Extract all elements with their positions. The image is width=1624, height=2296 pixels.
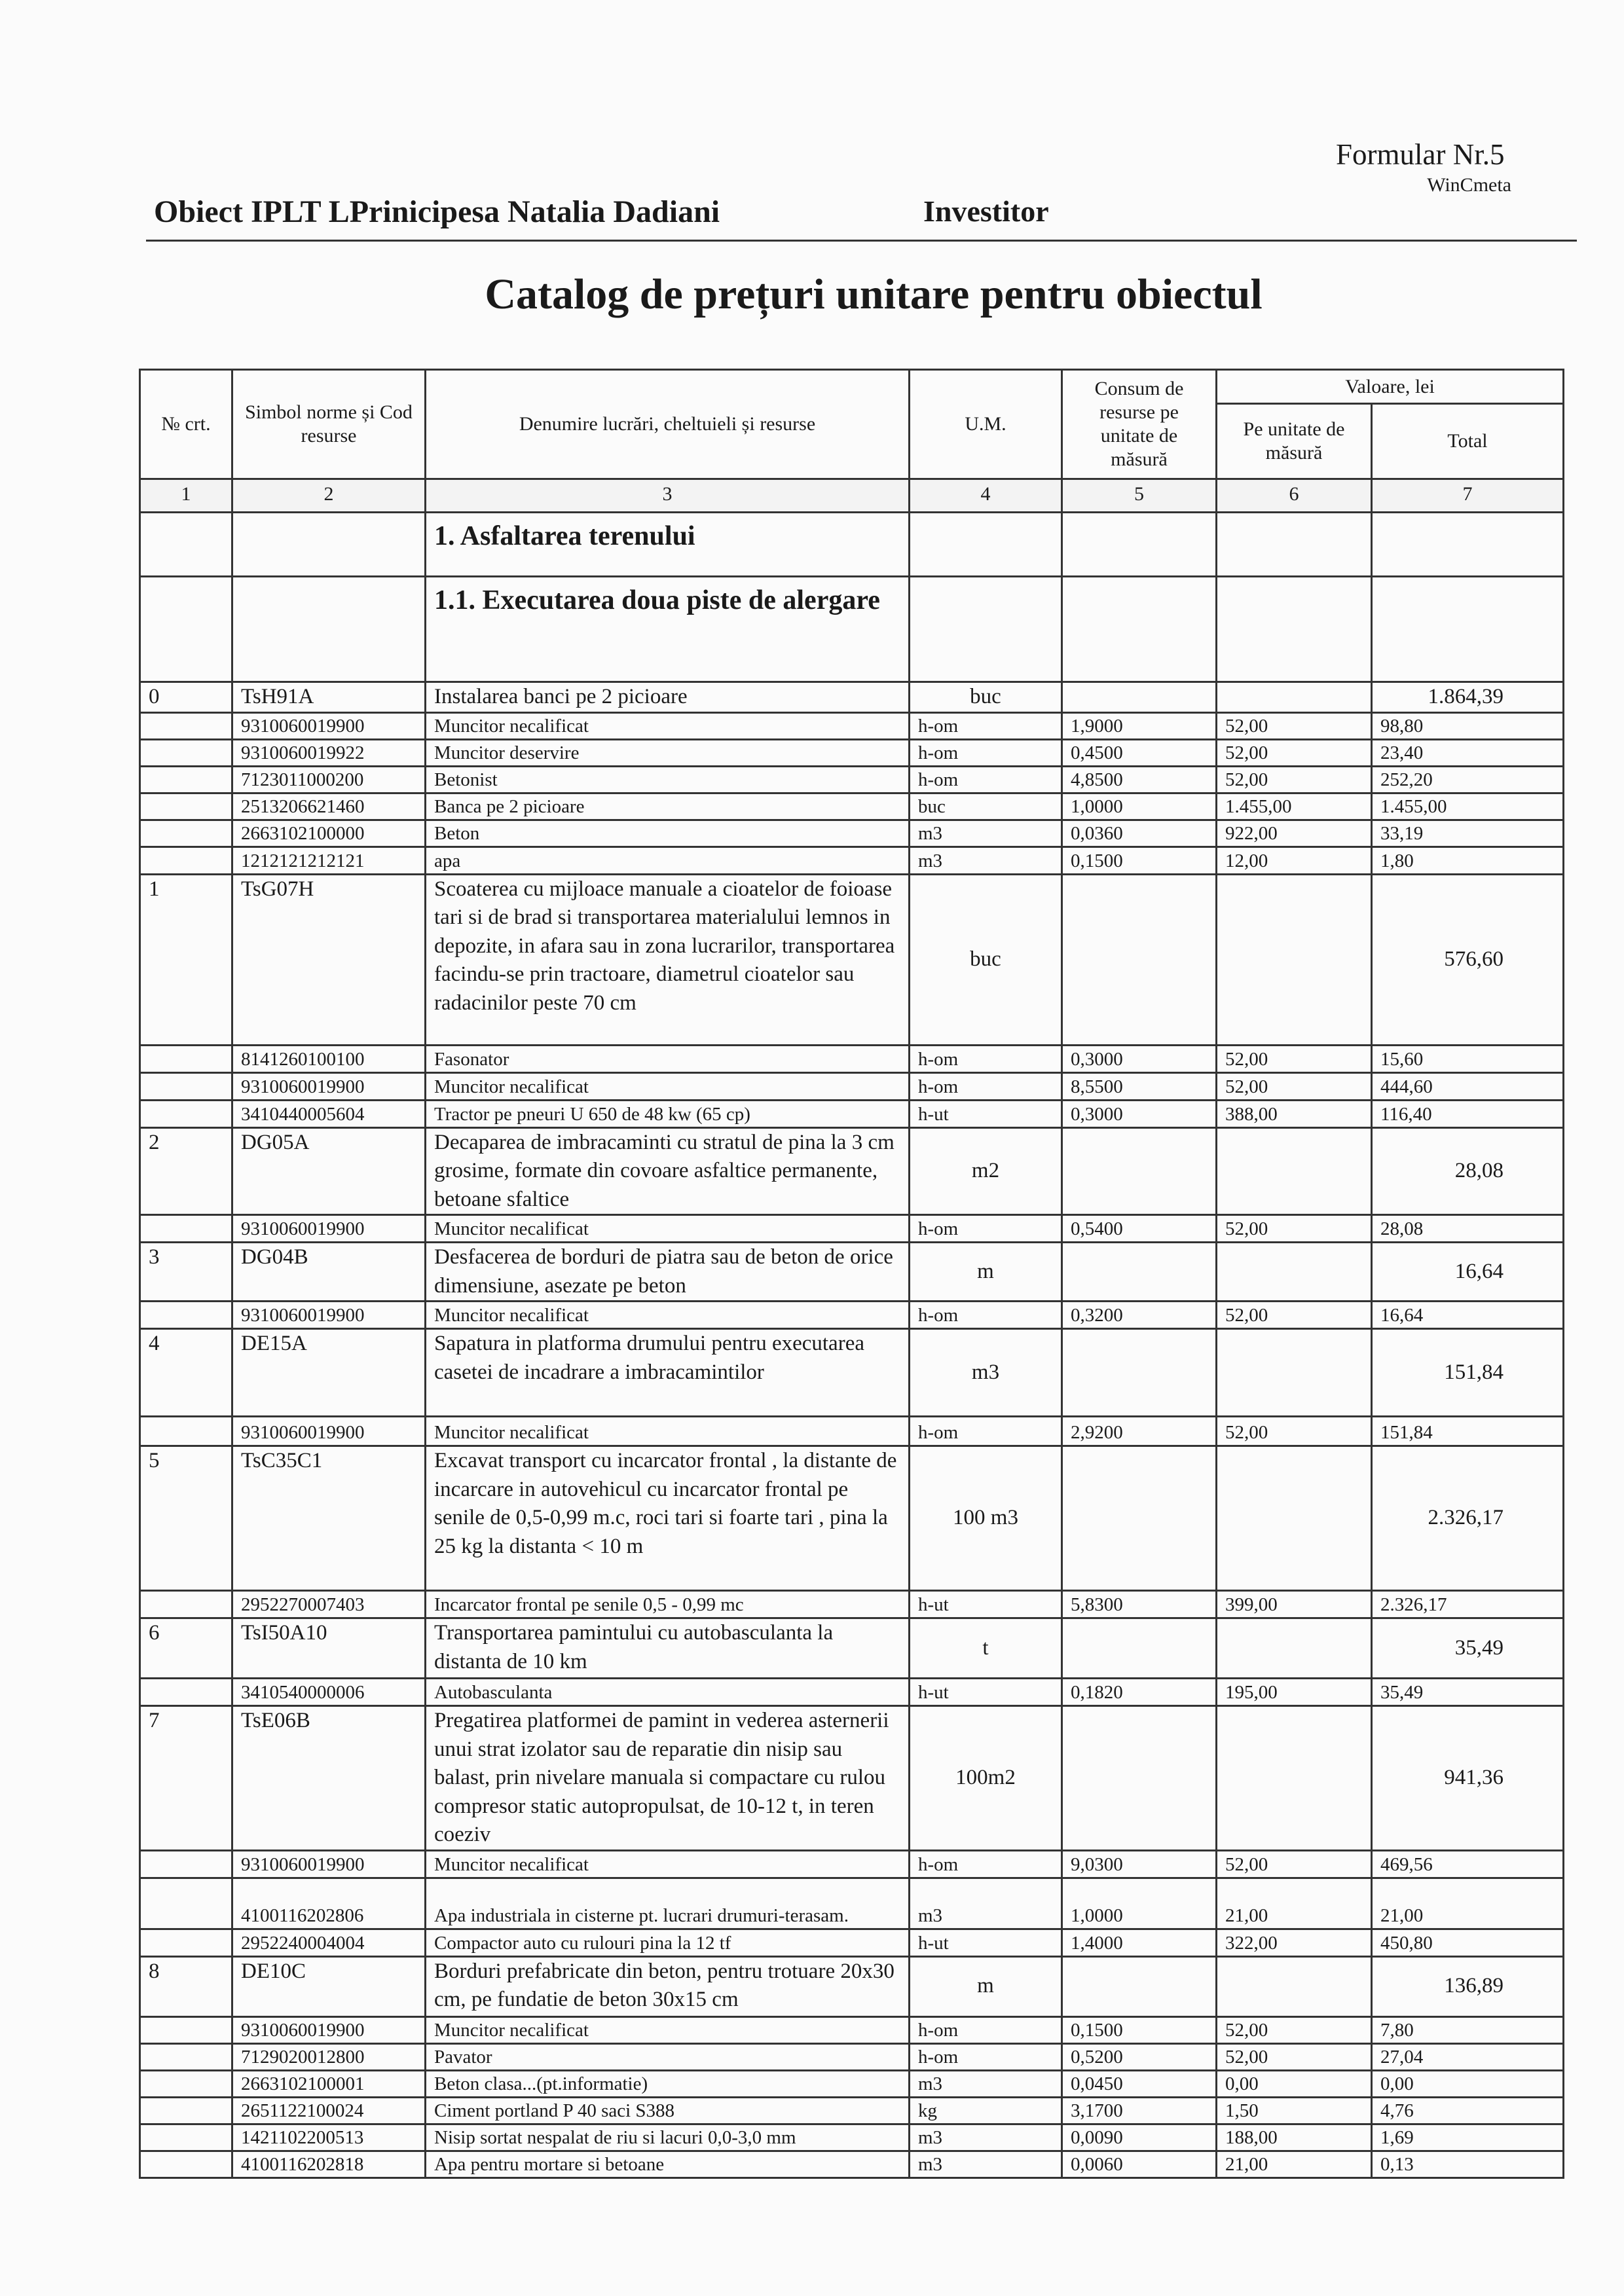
consumption-cell <box>1062 1329 1217 1417</box>
page-title: Catalog de prețuri unitare pentru obiectul <box>485 270 1263 318</box>
unit-cell: m <box>910 1956 1062 2016</box>
resource-row <box>140 820 1564 847</box>
code-cell: 7129020012800 <box>232 2043 426 2070</box>
unit-price-cell: 52,00 <box>1217 712 1372 739</box>
description-cell: Betonist <box>426 766 910 793</box>
row-number: 1 <box>140 874 232 1045</box>
work-item-row <box>140 1446 1564 1591</box>
consumption-cell <box>1062 874 1217 1045</box>
unit-price-cell: 52,00 <box>1217 766 1372 793</box>
resource-row <box>140 2124 1564 2151</box>
col-header-total: Total <box>1372 404 1564 479</box>
unit-cell: kg <box>910 2097 1062 2124</box>
unit-cell <box>910 513 1062 577</box>
unit-cell: h-om <box>910 766 1062 793</box>
code-cell <box>232 577 426 682</box>
total-cell: 450,80 <box>1372 1929 1564 1956</box>
resource-row <box>140 1215 1564 1243</box>
consumption-cell: 1,0000 <box>1062 793 1217 820</box>
total-cell: 576,60 <box>1372 874 1564 1045</box>
consumption-cell: 0,3000 <box>1062 1045 1217 1072</box>
unit-price-cell <box>1217 874 1372 1045</box>
description-cell: Excavat transport cu incarcator frontal , la distante de incarcare in autovehicul cu incarcator frontal pe senile de 0,5-0,99 m.c, roci tari si foarte tari , pina la 25 kg la distanta < 10 m <box>426 1446 910 1591</box>
row-number: 2 <box>140 1127 232 1215</box>
code-cell: 9310060019900 <box>232 1302 426 1329</box>
description-cell: 1.1. Executarea doua piste de alergare <box>426 577 910 682</box>
header-divider <box>146 240 1577 242</box>
row-number <box>140 1591 232 1618</box>
total-cell: 16,64 <box>1372 1243 1564 1302</box>
code-cell: TsI50A10 <box>232 1618 426 1679</box>
unit-cell: buc <box>910 874 1062 1045</box>
investor-label: Investitor <box>923 194 1049 228</box>
code-cell: DG04B <box>232 1243 426 1302</box>
total-cell: 1,80 <box>1372 847 1564 874</box>
unit-cell: m3 <box>910 1329 1062 1417</box>
consumption-cell <box>1062 513 1217 577</box>
code-cell: 9310060019900 <box>232 1850 426 1878</box>
resource-row <box>140 1679 1564 1706</box>
unit-price-cell: 12,00 <box>1217 847 1372 874</box>
code-cell: DG05A <box>232 1127 426 1215</box>
row-number <box>140 513 232 577</box>
total-cell: 252,20 <box>1372 766 1564 793</box>
description-cell: Apa industriala in cisterne pt. lucrari drumuri-terasam. <box>426 1878 910 1929</box>
unit-cell: h-ut <box>910 1591 1062 1618</box>
unit-cell: buc <box>910 682 1062 713</box>
resource-row <box>140 1878 1564 1929</box>
total-cell <box>1372 513 1564 577</box>
consumption-cell: 1,9000 <box>1062 712 1217 739</box>
code-cell: 9310060019900 <box>232 1417 426 1446</box>
unit-price-cell: 1.455,00 <box>1217 793 1372 820</box>
unit-price-cell: 52,00 <box>1217 739 1372 766</box>
resource-row <box>140 2016 1564 2043</box>
row-number <box>140 2043 232 2070</box>
code-cell: 9310060019922 <box>232 739 426 766</box>
description-cell: Muncitor necalificat <box>426 1072 910 1100</box>
description-cell: Desfacerea de borduri de piatra sau de beton de orice dimensiune, asezate pe beton <box>426 1243 910 1302</box>
resource-row <box>140 2151 1564 2178</box>
total-cell: 35,49 <box>1372 1679 1564 1706</box>
code-cell: 1212121212121 <box>232 847 426 874</box>
total-cell: 444,60 <box>1372 1072 1564 1100</box>
total-cell: 0,00 <box>1372 2070 1564 2097</box>
code-cell: 2663102100001 <box>232 2070 426 2097</box>
total-cell: 28,08 <box>1372 1215 1564 1243</box>
total-cell: 941,36 <box>1372 1706 1564 1851</box>
consumption-cell: 5,8300 <box>1062 1591 1217 1618</box>
unit-cell: h-om <box>910 1850 1062 1878</box>
unit-price-cell: 388,00 <box>1217 1100 1372 1127</box>
object-name: Obiect IPLT LPrinicipesa Natalia Dadiani <box>154 194 720 229</box>
unit-price-cell: 1,50 <box>1217 2097 1372 2124</box>
total-cell: 7,80 <box>1372 2016 1564 2043</box>
column-number: 6 <box>1217 479 1372 513</box>
code-cell <box>232 513 426 577</box>
unit-price-cell <box>1217 1127 1372 1215</box>
column-number: 4 <box>910 479 1062 513</box>
unit-price-cell: 21,00 <box>1217 1878 1372 1929</box>
description-cell: Autobasculanta <box>426 1679 910 1706</box>
code-cell: 8141260100100 <box>232 1045 426 1072</box>
unit-cell: h-om <box>910 2016 1062 2043</box>
row-number: 4 <box>140 1329 232 1417</box>
unit-cell: h-om <box>910 1417 1062 1446</box>
code-cell: 7123011000200 <box>232 766 426 793</box>
consumption-cell: 1,0000 <box>1062 1878 1217 1929</box>
total-cell: 151,84 <box>1372 1329 1564 1417</box>
section-row <box>140 577 1564 682</box>
code-cell: 2651122100024 <box>232 2097 426 2124</box>
total-cell: 151,84 <box>1372 1417 1564 1446</box>
row-number <box>140 577 232 682</box>
row-number <box>140 2124 232 2151</box>
work-item-row <box>140 1956 1564 2016</box>
row-number <box>140 739 232 766</box>
unit-cell: h-om <box>910 2043 1062 2070</box>
row-number: 0 <box>140 682 232 713</box>
consumption-cell <box>1062 1706 1217 1851</box>
consumption-cell: 0,4500 <box>1062 739 1217 766</box>
unit-price-cell <box>1217 1618 1372 1679</box>
consumption-cell: 0,3200 <box>1062 1302 1217 1329</box>
unit-price-cell: 21,00 <box>1217 2151 1372 2178</box>
unit-cell: m3 <box>910 2124 1062 2151</box>
code-cell: 2952270007403 <box>232 1591 426 1618</box>
total-cell: 16,64 <box>1372 1302 1564 1329</box>
consumption-cell: 0,1500 <box>1062 2016 1217 2043</box>
consumption-cell: 8,5500 <box>1062 1072 1217 1100</box>
unit-cell: m <box>910 1243 1062 1302</box>
row-number <box>140 847 232 874</box>
code-cell: TsH91A <box>232 682 426 713</box>
consumption-cell <box>1062 577 1217 682</box>
code-cell: 3410540000006 <box>232 1679 426 1706</box>
row-number <box>140 1679 232 1706</box>
unit-price-cell <box>1217 1706 1372 1851</box>
code-cell: DE10C <box>232 1956 426 2016</box>
row-number <box>140 1417 232 1446</box>
resource-row <box>140 1100 1564 1127</box>
resource-row <box>140 712 1564 739</box>
row-number <box>140 2070 232 2097</box>
code-cell: TsG07H <box>232 874 426 1045</box>
section-row <box>140 513 1564 577</box>
description-cell: 1. Asfaltarea terenului <box>426 513 910 577</box>
row-number <box>140 1072 232 1100</box>
unit-cell: h-ut <box>910 1929 1062 1956</box>
description-cell: Instalarea banci pe 2 picioare <box>426 682 910 713</box>
unit-price-cell: 188,00 <box>1217 2124 1372 2151</box>
col-header-denumire: Denumire lucrări, cheltuieli și resurse <box>426 370 910 479</box>
unit-cell: t <box>910 1618 1062 1679</box>
code-cell: 2952240004004 <box>232 1929 426 1956</box>
code-cell: 2663102100000 <box>232 820 426 847</box>
row-number: 6 <box>140 1618 232 1679</box>
unit-price-cell: 52,00 <box>1217 1850 1372 1878</box>
description-cell: Beton clasa...(pt.informatie) <box>426 2070 910 2097</box>
col-header-consum: Consum de resurse pe unitate de măsură <box>1062 370 1217 479</box>
description-cell: Transportarea pamintului cu autobasculanta la distanta de 10 km <box>426 1618 910 1679</box>
total-cell: 2.326,17 <box>1372 1591 1564 1618</box>
work-item-row <box>140 682 1564 713</box>
description-cell: Ciment portland P 40 saci S388 <box>426 2097 910 2124</box>
unit-price-cell <box>1217 682 1372 713</box>
total-cell: 1,69 <box>1372 2124 1564 2151</box>
row-number <box>140 1929 232 1956</box>
row-number: 3 <box>140 1243 232 1302</box>
unit-cell: 100 m3 <box>910 1446 1062 1591</box>
work-item-row <box>140 874 1564 1045</box>
description-cell: Muncitor necalificat <box>426 1417 910 1446</box>
resource-row <box>140 1302 1564 1329</box>
total-cell: 21,00 <box>1372 1878 1564 1929</box>
code-cell: 9310060019900 <box>232 1072 426 1100</box>
total-cell: 15,60 <box>1372 1045 1564 1072</box>
unit-cell: h-om <box>910 712 1062 739</box>
row-number <box>140 2097 232 2124</box>
total-cell: 98,80 <box>1372 712 1564 739</box>
consumption-cell <box>1062 1127 1217 1215</box>
unit-price-cell: 52,00 <box>1217 1215 1372 1243</box>
row-number <box>140 1878 232 1929</box>
consumption-cell: 4,8500 <box>1062 766 1217 793</box>
total-cell: 4,76 <box>1372 2097 1564 2124</box>
unit-cell: h-om <box>910 1072 1062 1100</box>
code-cell: DE15A <box>232 1329 426 1417</box>
consumption-cell: 1,4000 <box>1062 1929 1217 1956</box>
description-cell: Apa pentru mortare si betoane <box>426 2151 910 2178</box>
code-cell: 2513206621460 <box>232 793 426 820</box>
column-number: 2 <box>232 479 426 513</box>
code-cell: 4100116202818 <box>232 2151 426 2178</box>
row-number <box>140 2016 232 2043</box>
description-cell: Pavator <box>426 2043 910 2070</box>
description-cell: Tractor pe pneuri U 650 de 48 kw (65 cp) <box>426 1100 910 1127</box>
work-item-row <box>140 1706 1564 1851</box>
total-cell: 1.455,00 <box>1372 793 1564 820</box>
consumption-cell: 0,5400 <box>1062 1215 1217 1243</box>
unit-cell: buc <box>910 793 1062 820</box>
description-cell: Fasonator <box>426 1045 910 1072</box>
description-cell: Incarcator frontal pe senile 0,5 - 0,99 mc <box>426 1591 910 1618</box>
col-header-pe-unitate: Pe unitate de măsură <box>1217 404 1372 479</box>
resource-row <box>140 2070 1564 2097</box>
consumption-cell: 3,1700 <box>1062 2097 1217 2124</box>
row-number <box>140 1850 232 1878</box>
unit-price-cell <box>1217 513 1372 577</box>
row-number <box>140 1215 232 1243</box>
unit-price-cell: 0,00 <box>1217 2070 1372 2097</box>
row-number: 8 <box>140 1956 232 2016</box>
resource-row <box>140 793 1564 820</box>
unit-cell: 100m2 <box>910 1706 1062 1851</box>
unit-cell: h-om <box>910 1045 1062 1072</box>
consumption-cell <box>1062 682 1217 713</box>
description-cell: Nisip sortat nespalat de riu si lacuri 0,0-3,0 mm <box>426 2124 910 2151</box>
consumption-cell: 0,0450 <box>1062 2070 1217 2097</box>
unit-price-cell <box>1217 1243 1372 1302</box>
consumption-cell: 0,3000 <box>1062 1100 1217 1127</box>
code-cell: 3410440005604 <box>232 1100 426 1127</box>
row-number <box>140 1045 232 1072</box>
unit-cell: h-ut <box>910 1100 1062 1127</box>
unit-price-cell: 52,00 <box>1217 1417 1372 1446</box>
work-item-row <box>140 1618 1564 1679</box>
column-number: 7 <box>1372 479 1564 513</box>
total-cell <box>1372 577 1564 682</box>
column-number: 1 <box>140 479 232 513</box>
software-name: WinCmeta <box>1427 174 1511 196</box>
total-cell: 27,04 <box>1372 2043 1564 2070</box>
row-number <box>140 1302 232 1329</box>
description-cell: Decaparea de imbracaminti cu stratul de pina la 3 cm grosime, formate din covoare asfaltice permanente, betoane sfaltice <box>426 1127 910 1215</box>
unit-cell: m3 <box>910 820 1062 847</box>
col-header-valoare: Valoare, lei <box>1217 370 1564 404</box>
description-cell: Compactor auto cu rulouri pina la 12 tf <box>426 1929 910 1956</box>
description-cell: Scoaterea cu mijloace manuale a cioatelor de foioase tari si de brad si transportarea materialului lemnos in depozite, in afara sau in zona lucrarilor, transportarea facindu-se prin tractoare, diametrul cioatelor sau radacinilor peste 70 cm <box>426 874 910 1045</box>
description-cell: Muncitor necalificat <box>426 1215 910 1243</box>
work-item-row <box>140 1243 1564 1302</box>
consumption-cell: 2,9200 <box>1062 1417 1217 1446</box>
consumption-cell: 0,0060 <box>1062 2151 1217 2178</box>
resource-row <box>140 1072 1564 1100</box>
unit-cell: m3 <box>910 2151 1062 2178</box>
description-cell: Sapatura in platforma drumului pentru executarea casetei de incadrare a imbracamintilor <box>426 1329 910 1417</box>
total-cell: 28,08 <box>1372 1127 1564 1215</box>
unit-price-cell <box>1217 577 1372 682</box>
unit-price-cell: 52,00 <box>1217 1045 1372 1072</box>
consumption-cell <box>1062 1243 1217 1302</box>
description-cell: Borduri prefabricate din beton, pentru trotuare 20x30 cm, pe fundatie de beton 30x15 cm <box>426 1956 910 2016</box>
description-cell: Beton <box>426 820 910 847</box>
consumption-cell: 0,1820 <box>1062 1679 1217 1706</box>
consumption-cell <box>1062 1956 1217 2016</box>
description-cell: Muncitor necalificat <box>426 712 910 739</box>
row-number <box>140 820 232 847</box>
unit-cell: h-om <box>910 739 1062 766</box>
unit-cell: m2 <box>910 1127 1062 1215</box>
work-item-row <box>140 1329 1564 1417</box>
resource-row <box>140 1045 1564 1072</box>
row-number <box>140 1100 232 1127</box>
resource-row <box>140 2043 1564 2070</box>
resource-row <box>140 2097 1564 2124</box>
row-number: 7 <box>140 1706 232 1851</box>
total-cell: 1.864,39 <box>1372 682 1564 713</box>
consumption-cell: 0,0090 <box>1062 2124 1217 2151</box>
unit-cell: h-om <box>910 1302 1062 1329</box>
resource-row <box>140 1417 1564 1446</box>
col-header-nr: № crt. <box>140 370 232 479</box>
row-number: 5 <box>140 1446 232 1591</box>
code-cell: TsC35C1 <box>232 1446 426 1591</box>
price-catalog-table <box>139 369 1564 2179</box>
unit-price-cell: 922,00 <box>1217 820 1372 847</box>
unit-cell: m3 <box>910 2070 1062 2097</box>
unit-cell: m3 <box>910 847 1062 874</box>
code-cell: 1421102200513 <box>232 2124 426 2151</box>
unit-price-cell: 195,00 <box>1217 1679 1372 1706</box>
resource-row <box>140 766 1564 793</box>
total-cell: 33,19 <box>1372 820 1564 847</box>
description-cell: Muncitor necalificat <box>426 1302 910 1329</box>
code-cell: 4100116202806 <box>232 1878 426 1929</box>
resource-row <box>140 847 1564 874</box>
col-header-um: U.M. <box>910 370 1062 479</box>
consumption-cell <box>1062 1446 1217 1591</box>
consumption-cell <box>1062 1618 1217 1679</box>
unit-cell: h-om <box>910 1215 1062 1243</box>
total-cell: 116,40 <box>1372 1100 1564 1127</box>
description-cell: Banca pe 2 picioare <box>426 793 910 820</box>
work-item-row <box>140 1127 1564 1215</box>
col-header-simbol: Simbol norme și Cod resurse <box>232 370 426 479</box>
consumption-cell: 0,1500 <box>1062 847 1217 874</box>
unit-price-cell: 322,00 <box>1217 1929 1372 1956</box>
row-number <box>140 2151 232 2178</box>
total-cell: 0,13 <box>1372 2151 1564 2178</box>
unit-price-cell <box>1217 1956 1372 2016</box>
total-cell: 35,49 <box>1372 1618 1564 1679</box>
consumption-cell: 0,0360 <box>1062 820 1217 847</box>
code-cell: TsE06B <box>232 1706 426 1851</box>
unit-cell <box>910 577 1062 682</box>
column-number: 5 <box>1062 479 1217 513</box>
row-number <box>140 712 232 739</box>
consumption-cell: 0,5200 <box>1062 2043 1217 2070</box>
consumption-cell: 9,0300 <box>1062 1850 1217 1878</box>
code-cell: 9310060019900 <box>232 2016 426 2043</box>
unit-cell: h-ut <box>910 1679 1062 1706</box>
unit-cell: m3 <box>910 1878 1062 1929</box>
total-cell: 2.326,17 <box>1372 1446 1564 1591</box>
unit-price-cell: 52,00 <box>1217 1072 1372 1100</box>
code-cell: 9310060019900 <box>232 712 426 739</box>
description-cell: Muncitor necalificat <box>426 1850 910 1878</box>
column-number: 3 <box>426 479 910 513</box>
resource-row <box>140 1850 1564 1878</box>
total-cell: 469,56 <box>1372 1850 1564 1878</box>
unit-price-cell: 52,00 <box>1217 2016 1372 2043</box>
unit-price-cell: 52,00 <box>1217 1302 1372 1329</box>
unit-price-cell: 399,00 <box>1217 1591 1372 1618</box>
description-cell: apa <box>426 847 910 874</box>
unit-price-cell <box>1217 1329 1372 1417</box>
description-cell: Muncitor deservire <box>426 739 910 766</box>
unit-price-cell: 52,00 <box>1217 2043 1372 2070</box>
row-number <box>140 793 232 820</box>
resource-row <box>140 739 1564 766</box>
form-number: Formular Nr.5 <box>1336 138 1505 171</box>
code-cell: 9310060019900 <box>232 1215 426 1243</box>
description-cell: Pregatirea platformei de pamint in vederea asternerii unui strat izolator sau de reparatie din nisip sau balast, prin nivelare manuala si compactare cu rulou compresor static autopropulsat, de 10-12 t, in teren coeziv <box>426 1706 910 1851</box>
description-cell: Muncitor necalificat <box>426 2016 910 2043</box>
resource-row <box>140 1591 1564 1618</box>
resource-row <box>140 1929 1564 1956</box>
total-cell: 136,89 <box>1372 1956 1564 2016</box>
row-number <box>140 766 232 793</box>
total-cell: 23,40 <box>1372 739 1564 766</box>
unit-price-cell <box>1217 1446 1372 1591</box>
